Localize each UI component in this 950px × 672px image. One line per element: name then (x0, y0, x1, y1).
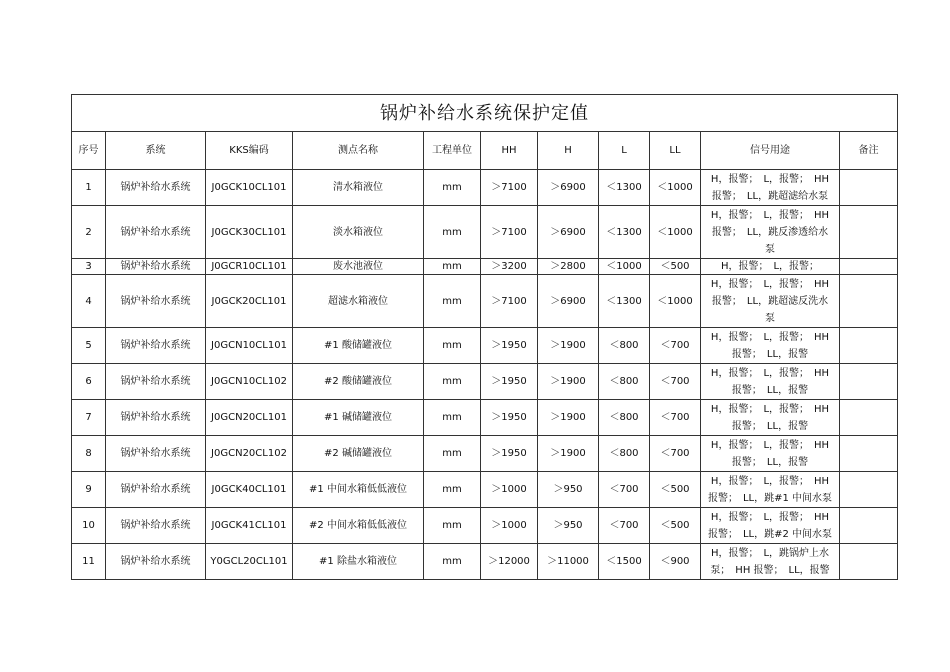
cell-kks: J0GCK20CL101 (206, 275, 293, 328)
signal-line: 报警； LL，报警 (731, 456, 809, 468)
cell-remark (840, 400, 898, 436)
protection-setpoint-document (71, 94, 897, 580)
cell-system: 锅炉补给水系统 (106, 364, 206, 400)
cell-remark (840, 508, 898, 544)
cell-point: 淡水箱液位 (293, 206, 424, 259)
signal-line: H，报警； L，跳锅炉上水 (710, 547, 830, 559)
cell-system: 锅炉补给水系统 (106, 170, 206, 206)
table-row (72, 400, 898, 436)
cell-l: ＜1300 (599, 275, 650, 328)
cell-seq: 10 (72, 508, 106, 544)
header-h: H (538, 132, 599, 170)
signal-line: 报警； LL，报警 (731, 420, 809, 432)
cell-system: 锅炉补给水系统 (106, 508, 206, 544)
cell-unit: mm (424, 206, 481, 259)
cell-l: ＜1300 (599, 206, 650, 259)
cell-signal (701, 170, 840, 206)
cell-kks: Y0GCL20CL101 (206, 544, 293, 580)
cell-seq: 1 (72, 170, 106, 206)
cell-signal (701, 508, 840, 544)
cell-unit: mm (424, 472, 481, 508)
signal-line: 泵 (765, 243, 775, 255)
cell-unit: mm (424, 364, 481, 400)
cell-seq: 8 (72, 436, 106, 472)
cell-remark (840, 364, 898, 400)
cell-hh: ＞7100 (481, 206, 538, 259)
cell-l: ＜800 (599, 400, 650, 436)
cell-hh: ＞1000 (481, 508, 538, 544)
signal-line: 报警； LL，报警 (731, 348, 809, 360)
cell-system: 锅炉补给水系统 (106, 275, 206, 328)
header-kks: KKS编码 (206, 132, 293, 170)
cell-point: #1 中间水箱低低液位 (293, 472, 424, 508)
header-signal: 信号用途 (701, 132, 840, 170)
cell-signal (701, 275, 840, 328)
cell-h: ＞2800 (538, 259, 599, 275)
cell-h: ＞6900 (538, 275, 599, 328)
cell-kks: J0GCK30CL101 (206, 206, 293, 259)
cell-system: 锅炉补给水系统 (106, 328, 206, 364)
signal-line: 报警； LL，跳反渗透给水 (711, 226, 829, 238)
header-seq: 序号 (72, 132, 106, 170)
cell-unit: mm (424, 275, 481, 328)
table-row (72, 544, 898, 580)
cell-hh: ＞1950 (481, 328, 538, 364)
cell-remark (840, 206, 898, 259)
cell-signal (701, 436, 840, 472)
cell-hh: ＞1950 (481, 436, 538, 472)
cell-system: 锅炉补给水系统 (106, 400, 206, 436)
cell-ll: ＜1000 (650, 275, 701, 328)
cell-point: 废水池液位 (293, 259, 424, 275)
cell-h: ＞1900 (538, 364, 599, 400)
cell-seq: 4 (72, 275, 106, 328)
cell-remark (840, 472, 898, 508)
cell-point: #2 酸储罐液位 (293, 364, 424, 400)
cell-point: #1 碱储罐液位 (293, 400, 424, 436)
header-point: 测点名称 (293, 132, 424, 170)
cell-h: ＞1900 (538, 328, 599, 364)
cell-unit: mm (424, 508, 481, 544)
cell-h: ＞6900 (538, 170, 599, 206)
cell-remark (840, 275, 898, 328)
cell-ll: ＜500 (650, 508, 701, 544)
signal-line: 报警； LL，跳超滤给水泵 (711, 190, 829, 202)
cell-ll: ＜700 (650, 364, 701, 400)
table-row (72, 328, 898, 364)
signal-line: 泵 (765, 312, 775, 324)
cell-remark (840, 436, 898, 472)
cell-seq: 2 (72, 206, 106, 259)
signal-line: H，报警； L，报警； (720, 261, 820, 272)
table-row (72, 508, 898, 544)
cell-remark (840, 170, 898, 206)
signal-line: H，报警； L，报警； HH (710, 209, 830, 221)
cell-unit: mm (424, 259, 481, 275)
cell-point: #1 除盐水箱液位 (293, 544, 424, 580)
cell-h: ＞1900 (538, 436, 599, 472)
table-row (72, 206, 898, 259)
signal-line: 报警； LL，跳#1 中间水泵 (707, 492, 833, 504)
table-row (72, 170, 898, 206)
header-hh: HH (481, 132, 538, 170)
signal-line: 报警； LL，跳#2 中间水泵 (707, 528, 833, 540)
cell-signal (701, 259, 840, 275)
signal-line: H，报警； L，报警； HH (710, 475, 830, 487)
cell-signal (701, 544, 840, 580)
cell-unit: mm (424, 544, 481, 580)
table-title: 锅炉补给水系统保护定值 (72, 95, 898, 132)
cell-remark (840, 544, 898, 580)
cell-unit: mm (424, 400, 481, 436)
signal-line: H，报警； L，报警； HH (710, 439, 830, 451)
cell-l: ＜700 (599, 472, 650, 508)
cell-kks: J0GCR10CL101 (206, 259, 293, 275)
signal-line: 报警； LL，报警 (731, 384, 809, 396)
cell-seq: 7 (72, 400, 106, 436)
cell-kks: J0GCK41CL101 (206, 508, 293, 544)
cell-l: ＜800 (599, 364, 650, 400)
cell-signal (701, 472, 840, 508)
cell-ll: ＜500 (650, 259, 701, 275)
header-system: 系统 (106, 132, 206, 170)
table-header-row (72, 132, 898, 170)
cell-hh: ＞7100 (481, 170, 538, 206)
table-row (72, 436, 898, 472)
cell-ll: ＜700 (650, 328, 701, 364)
cell-point: #1 酸储罐液位 (293, 328, 424, 364)
header-ll: LL (650, 132, 701, 170)
cell-kks: J0GCN10CL102 (206, 364, 293, 400)
cell-remark (840, 328, 898, 364)
cell-seq: 3 (72, 259, 106, 275)
table-row (72, 275, 898, 328)
cell-kks: J0GCK40CL101 (206, 472, 293, 508)
signal-line: H，报警； L，报警； HH (710, 511, 830, 523)
cell-ll: ＜700 (650, 436, 701, 472)
cell-unit: mm (424, 436, 481, 472)
signal-line: 报警； LL，跳超滤反洗水 (711, 295, 829, 307)
cell-ll: ＜500 (650, 472, 701, 508)
cell-signal (701, 400, 840, 436)
cell-kks: J0GCN20CL102 (206, 436, 293, 472)
cell-h: ＞11000 (538, 544, 599, 580)
cell-hh: ＞7100 (481, 275, 538, 328)
cell-hh: ＞1950 (481, 364, 538, 400)
cell-kks: J0GCN20CL101 (206, 400, 293, 436)
cell-signal (701, 364, 840, 400)
cell-remark (840, 259, 898, 275)
cell-hh: ＞1950 (481, 400, 538, 436)
setpoint-table (71, 94, 898, 580)
cell-l: ＜800 (599, 436, 650, 472)
signal-line: H，报警； L，报警； HH (710, 278, 830, 290)
cell-hh: ＞1000 (481, 472, 538, 508)
cell-point: 清水箱液位 (293, 170, 424, 206)
cell-seq: 6 (72, 364, 106, 400)
signal-line: H，报警； L，报警； HH (710, 331, 830, 343)
cell-ll: ＜1000 (650, 206, 701, 259)
cell-h: ＞950 (538, 508, 599, 544)
cell-system: 锅炉补给水系统 (106, 472, 206, 508)
header-unit: 工程单位 (424, 132, 481, 170)
cell-h: ＞1900 (538, 400, 599, 436)
table-row (72, 364, 898, 400)
cell-system: 锅炉补给水系统 (106, 436, 206, 472)
cell-seq: 5 (72, 328, 106, 364)
header-remark: 备注 (840, 132, 898, 170)
table-row (72, 472, 898, 508)
cell-l: ＜800 (599, 328, 650, 364)
cell-h: ＞950 (538, 472, 599, 508)
header-l: L (599, 132, 650, 170)
signal-line: H，报警； L，报警； HH (710, 367, 830, 379)
cell-kks: J0GCN10CL101 (206, 328, 293, 364)
cell-signal (701, 206, 840, 259)
cell-l: ＜1300 (599, 170, 650, 206)
signal-line: H，报警； L，报警； HH (710, 403, 830, 415)
cell-point: 超滤水箱液位 (293, 275, 424, 328)
cell-unit: mm (424, 170, 481, 206)
cell-l: ＜1500 (599, 544, 650, 580)
cell-l: ＜700 (599, 508, 650, 544)
cell-ll: ＜900 (650, 544, 701, 580)
table-row (72, 259, 898, 275)
cell-kks: J0GCK10CL101 (206, 170, 293, 206)
cell-unit: mm (424, 328, 481, 364)
cell-system: 锅炉补给水系统 (106, 544, 206, 580)
cell-signal (701, 328, 840, 364)
cell-h: ＞6900 (538, 206, 599, 259)
cell-hh: ＞12000 (481, 544, 538, 580)
cell-l: ＜1000 (599, 259, 650, 275)
signal-line: 泵； HH 报警； LL，报警 (710, 564, 830, 576)
cell-seq: 9 (72, 472, 106, 508)
cell-point: #2 碱储罐液位 (293, 436, 424, 472)
cell-seq: 11 (72, 544, 106, 580)
signal-line: H，报警； L，报警； HH (710, 173, 830, 185)
cell-system: 锅炉补给水系统 (106, 206, 206, 259)
cell-hh: ＞3200 (481, 259, 538, 275)
cell-system: 锅炉补给水系统 (106, 259, 206, 275)
cell-ll: ＜700 (650, 400, 701, 436)
cell-point: #2 中间水箱低低液位 (293, 508, 424, 544)
cell-ll: ＜1000 (650, 170, 701, 206)
